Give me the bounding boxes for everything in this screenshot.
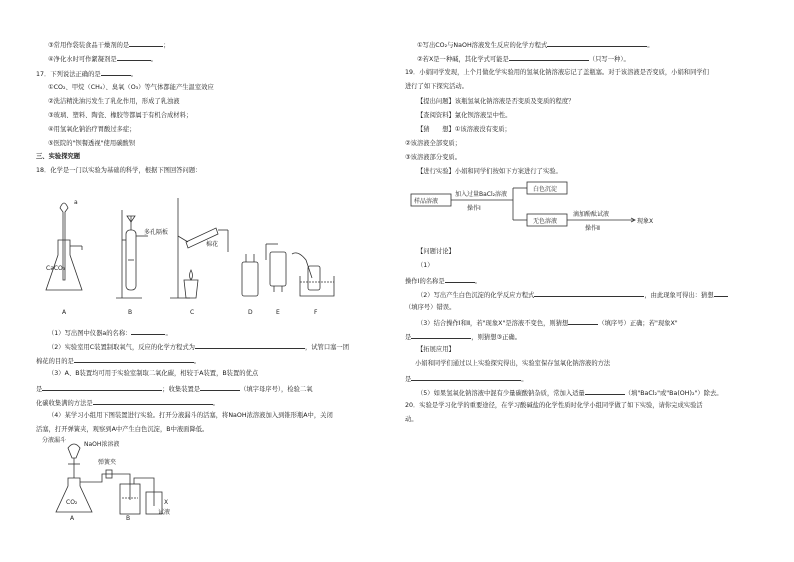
- co2-naoh-diagram: [38, 434, 178, 522]
- porous-plate-label: 多孔隔板: [144, 229, 169, 236]
- q19-d2: （2）写出产生白色沉淀的化学反应方程式 ，由此现象可得出：猜想: [417, 290, 728, 300]
- q19-d3b: 是 ，则猜想③正确。: [405, 334, 522, 341]
- q19-d1b: 操作Ⅰ的名称是 。: [405, 278, 481, 285]
- q19-d2b: （填序号）错误。: [405, 304, 456, 311]
- q18-2a: （2）实验室用C装置制取氧气，反应的化学方程式为 ，试管口塞一团: [48, 344, 350, 351]
- experiment-flowchart: [409, 180, 739, 244]
- q18-4a: （4）某学习小组用下图装置进行实验。打开分液漏斗的活塞，将NaOH浓溶液加入到锥形瓶A中，关闭: [48, 412, 333, 419]
- fig2-label-a: A: [70, 515, 75, 522]
- fig2-label-b: B: [126, 515, 131, 522]
- section-heading: 三、实验探究题: [36, 153, 81, 160]
- q19-ext: 【拓展应用】: [417, 346, 455, 353]
- q18-1: （1）写出图中仪器a的名称： 。: [48, 330, 172, 337]
- q17-opt4: ④用氢氧化钠治疗胃酸过多症；: [48, 126, 136, 133]
- q17: 17．下列说法正确的是 。: [36, 71, 137, 78]
- apparatus-figure: [38, 180, 338, 328]
- label-a: a: [74, 199, 78, 206]
- app-label-f: F: [314, 309, 318, 316]
- q18-3c: 化碳收集满的方法是 。: [36, 400, 219, 407]
- q19-discuss: 【问题讨论】: [417, 248, 455, 255]
- q20b: 动。: [405, 416, 418, 423]
- apparatus-diagram: [38, 180, 338, 328]
- clamp-label: 弹簧夹: [98, 459, 117, 466]
- q19-info: 【查阅资料】氯化钡溶液呈中性。: [417, 112, 512, 119]
- flow-op1: 操作Ⅰ: [467, 205, 481, 212]
- flow-op2: 操作Ⅱ: [585, 225, 600, 232]
- q16-3: ③常用作袋装食品干燥剂的是 ；: [48, 42, 170, 49]
- q17-opt5: ⑤医院的"钡餐透视"使用碳酸钡: [48, 140, 136, 147]
- q17-opt1: ①CO₂、甲烷（CH₄）、臭氧（O₃）等气体都能产生温室效应: [48, 84, 214, 91]
- app-label-c: C: [190, 309, 195, 316]
- q19-exp: 【进行实验】小娟和同学们按如下方案进行了实验。: [417, 168, 562, 175]
- app-label-e: E: [276, 309, 280, 316]
- r2: ②若X是一种碱，其化学式可能是 （只写一种）。: [417, 56, 630, 63]
- q18-3b: 是 ；收集装置是 （填字母序号），检验二氧: [36, 386, 313, 393]
- co2-label: CO₂: [66, 499, 78, 506]
- q19-d3: （3）结合操作Ⅰ和Ⅱ，若"现象X"是溶液不变色，则猜想 （填序号）正确；若"现象X": [417, 320, 678, 327]
- q19a: 19．小娟同学发现，上个月做化学实验用的氢氧化钠溶液忘记了盖瓶塞。对于该溶液是否变质，小娟和同学们: [405, 69, 709, 76]
- flow-step1: 加入过量BaCl₂溶液: [455, 191, 508, 198]
- co2-naoh-figure: [38, 434, 178, 522]
- naoh-label: NaOH浓溶液: [84, 441, 120, 448]
- q19-guess: 【猜 想】①该溶液没有变质；: [417, 126, 511, 133]
- flow-obs: 现象X: [637, 218, 654, 225]
- cotton-label: 棉花: [206, 241, 219, 248]
- app-label-d: D: [248, 309, 253, 316]
- app-label-a: A: [62, 309, 67, 316]
- q19-ext2: 是 。: [405, 376, 528, 383]
- flowchart-svg: [409, 180, 739, 244]
- q19-ext1: 小娟和同学们通过以上实验探究得出，实验室保存氢氧化钠溶液的方法: [415, 360, 611, 367]
- fig2-label-x: X: [164, 499, 169, 506]
- q18-3a: （3）A、B装置均可用于实验室制取二氧化碳，相较于A装置，B装置的优点: [48, 370, 259, 377]
- q19-5: （5）如果氢氧化钠溶液中混有少量碳酸钠杂质，常加入适量 （填"BaCl₂"或"Ba(OH)₂"）除去。: [417, 390, 723, 397]
- q17-opt3: ③玻璃、塑料、陶瓷、橡胶等都属于有机合成材料；: [48, 112, 193, 119]
- fig2-label-sol: 试液: [158, 509, 171, 516]
- flow-step2: 滴加酚酞试液: [573, 211, 610, 218]
- funnel-label: 分液漏斗: [42, 437, 67, 444]
- q18-2b: 棉花的目的是 。: [36, 358, 201, 365]
- r1: ①写出CO₂与NaOH溶液发生反应的化学方程式 。: [417, 42, 654, 49]
- q19-question: 【提出问题】该瓶氢氧化钠溶液是否变质及变质的程度？: [417, 98, 575, 105]
- q18-intro: 18．化学是一门以实验为基础的科学，根据下图回答问题：: [36, 167, 202, 174]
- flow-colorless: 无色溶液: [533, 218, 558, 225]
- q18-4b: 活塞，打开弹簧夹，观察到A中产生白色沉淀，B中液面降低。: [36, 426, 209, 433]
- flask-label: CaCO₃: [46, 265, 66, 272]
- q19-d1: （1）: [417, 262, 434, 269]
- q19b: 进行了如下探究活动。: [405, 83, 468, 90]
- q19-guess3: ③该溶液部分变质。: [405, 154, 462, 161]
- q16-4: ④净化水时可作絮凝剂是 。: [48, 56, 157, 63]
- q20a: 20．实验是学习化学的重要途径，在学习酸碱盐的化学性质时化学小组同学做了如下实验，请你完成实验活: [405, 402, 703, 409]
- flow-white-ppt: 白色沉淀: [533, 186, 558, 193]
- app-label-b: B: [128, 309, 133, 316]
- flow-sample: 样品溶液: [414, 198, 439, 205]
- q17-opt2: ②洗洁精洗油污发生了乳化作用，形成了乳浊液: [48, 98, 180, 105]
- q19-guess2: ②该溶液全部变质；: [405, 140, 462, 147]
